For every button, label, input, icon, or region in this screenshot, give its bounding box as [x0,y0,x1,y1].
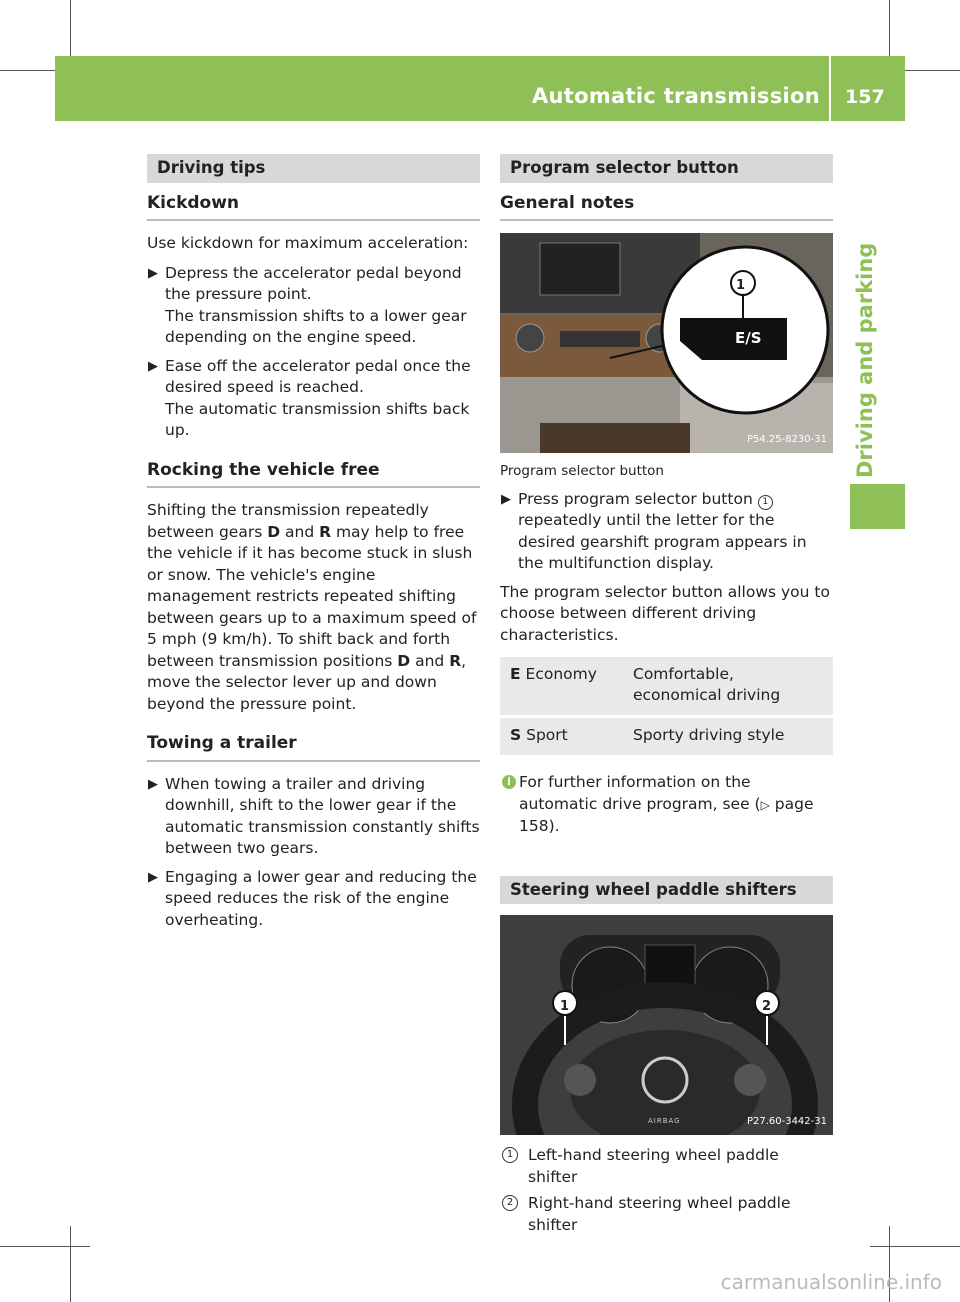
arrow-icon: ▶ [501,491,511,507]
step-item [147,263,480,349]
dashboard-illustration [500,233,833,453]
table-row [500,718,833,755]
gear-r: R [319,522,332,541]
crop-mark [70,1226,71,1302]
callout-ref: 2 [502,1195,518,1211]
es-button-label: E/S [735,329,762,347]
gear-r: R [449,651,462,670]
text: Shifting the transmission repeatedly between gears [147,501,429,541]
left-column [147,154,480,938]
crop-mark [0,1246,90,1247]
legend-item [500,1145,833,1188]
section-marker [850,484,905,529]
legend-text: Left-hand steering wheel paddle shifter [528,1146,779,1186]
table-cell [500,657,623,715]
section-banner: Driving tips [147,154,480,183]
image-code: P54.25-8230-31 [746,433,827,445]
table-row [500,657,833,715]
text: may help to free the vehicle if it has become stuck in slush or snow. The vehicle's engine management restricts repeated shifting between gears up to a maximum speed of 5 mph (9 km/h). To shift back and forth between transmission positions [147,522,477,670]
airbag-label: AIRBAG [648,1117,681,1125]
step-result: The automatic transmission shifts back up. [165,399,470,439]
steering-wheel-photo [500,915,833,1135]
mode-letter: S [510,726,522,744]
step-action: When towing a trailer and driving downhill, shift to the lower gear if the automatic transmission constantly shifts between two gears. [165,774,480,857]
section-tab-label: Driving and parking [853,242,877,478]
watermark: carmanualsonline.info [720,1270,942,1294]
paragraph: The program selector button allows you to choose between different driving characteristics. [500,582,830,644]
text: and [280,522,320,541]
arrow-icon: ▶ [148,265,158,281]
callout-number: 1 [560,999,570,1014]
step-action: Ease off the accelerator pedal once the desired speed is reached. [165,356,471,396]
subheading-general-notes: General notes [500,193,833,222]
legend-item [500,1193,833,1236]
page-ref-icon: ▷ [760,797,770,812]
note-text: For further information on the automatic drive program, see ( [519,773,761,813]
paragraph: Use kickdown for maximum acceleration: [147,234,469,252]
step-item [147,356,480,442]
step-item [147,867,480,932]
step-result: The transmission shifts to a lower gear depending on the engine speed. [165,306,467,346]
step-action: Depress the accelerator pedal beyond the pressure point. [165,263,462,303]
image-code: P27.60-3442-31 [746,1115,827,1127]
header-divider [829,56,831,121]
callout-ref: 1 [502,1147,518,1163]
callout-ref: 1 [758,495,773,510]
arrow-icon: ▶ [148,358,158,374]
gear-d: D [397,651,411,670]
mode-name: Economy [520,665,597,683]
table-cell: Sporty driving style [623,718,833,755]
page-ref[interactable]: page 158). [519,794,814,835]
right-column [500,154,833,1241]
subheading-kickdown: Kickdown [147,193,480,222]
step-item [500,489,833,575]
crop-mark [870,1246,960,1247]
page-number: 157 [845,86,885,108]
text: , move the selector lever up and down beyond the pressure point. [147,651,467,713]
info-note [500,772,833,838]
step-item [147,774,480,860]
callout-number: 2 [762,999,772,1014]
gear-d: D [267,522,281,541]
info-icon: i [502,775,516,789]
subheading-towing: Towing a trailer [147,733,480,762]
section-banner: Program selector button [500,154,833,183]
table-cell: Comfortable, economical driving [623,657,833,715]
step-text: repeatedly until the letter for the desired gearshift program appears in the multifunction display. [518,511,807,572]
mode-letter: E [510,665,521,683]
table-cell [500,718,623,755]
step-text: Press program selector button [518,489,758,508]
text: and [410,651,450,670]
subheading-rocking: Rocking the vehicle free [147,460,480,489]
program-table [500,654,833,758]
program-selector-photo [500,233,833,453]
paragraph-rocking [147,500,480,715]
arrow-icon: ▶ [148,776,158,792]
legend-text: Right-hand steering wheel paddle shifter [528,1194,791,1234]
arrow-icon: ▶ [148,869,158,885]
steering-wheel-illustration [500,915,833,1135]
section-banner: Steering wheel paddle shifters [500,876,833,905]
mode-name: Sport [521,726,568,744]
header-title: Automatic transmission [532,84,820,108]
callout-number: 1 [736,278,746,293]
page-header [55,56,905,121]
image-caption: Program selector button [500,463,664,479]
step-action: Engaging a lower gear and reducing the speed reduces the risk of the engine overheating. [165,867,477,929]
